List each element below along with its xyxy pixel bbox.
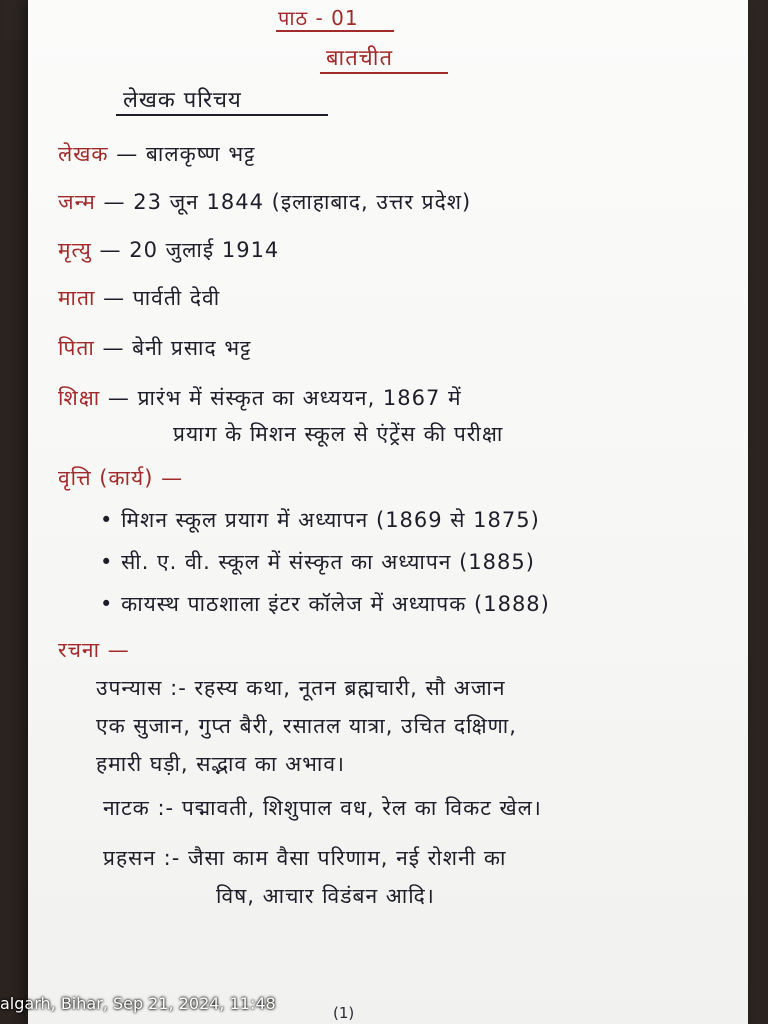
- career-heading-text: वृत्ति (कार्य): [58, 466, 154, 490]
- bio-row-father: पिता — बेनी प्रसाद भट्ट: [58, 336, 252, 360]
- plays-line: नाटक :- पद्मावती, शिशुपाल वध, रेल का विकट खेल।: [103, 796, 542, 820]
- farces-line-1: प्रहसन :- जैसा काम वैसा परिणाम, नई रोशनी का: [103, 846, 507, 870]
- notebook-page: [28, 0, 748, 1024]
- bullet-icon: •: [100, 550, 122, 574]
- education-line-1: प्रारंभ में संस्कृत का अध्ययन, 1867 में: [137, 386, 462, 410]
- birth-value: 23 जून 1844 (इलाहाबाद, उत्तर प्रदेश): [133, 190, 472, 214]
- subheading-underline: [116, 114, 328, 116]
- death-label: मृत्यु: [58, 238, 92, 262]
- bullet-icon: •: [100, 592, 122, 616]
- plays-label: नाटक :-: [103, 796, 175, 820]
- author-value: बालकृष्ण भट्ट: [145, 142, 256, 166]
- mother-value: पार्वती देवी: [132, 286, 221, 310]
- novels-line-2: एक सुजान, गुप्त बैरी, रसातल यात्रा, उचित दक्षिणा,: [96, 714, 517, 738]
- novels-label: उपन्यास :-: [96, 676, 187, 700]
- section-heading-author-intro: लेखक परिचय: [123, 88, 242, 113]
- death-value: 20 जुलाई 1914: [129, 238, 280, 262]
- father-value: बेनी प्रसाद भट्ट: [132, 336, 252, 360]
- bio-row-author: लेखक — बालकृष्ण भट्ट: [58, 142, 256, 166]
- works-heading-text: रचना: [58, 638, 101, 662]
- career-item-3: • कायस्थ पाठशाला इंटर कॉलेज में अध्यापक (1888): [100, 592, 550, 616]
- works-heading: रचना —: [58, 638, 130, 662]
- farces-label: प्रहसन :-: [103, 846, 181, 870]
- mother-label: माता: [58, 286, 96, 310]
- chapter-title: बातचीत: [326, 46, 394, 71]
- father-label: पिता: [58, 336, 95, 360]
- novels-line-3: हमारी घड़ी, सद्भाव का अभाव।: [96, 752, 345, 776]
- education-line-2: प्रयाग के मिशन स्कूल से एंट्रेंस की परीक्षा: [173, 422, 504, 446]
- title-underline: [320, 72, 448, 74]
- career-item-1: • मिशन स्कूल प्रयाग में अध्यापन (1869 से 1875): [100, 508, 540, 532]
- bio-row-education: शिक्षा — प्रारंभ में संस्कृत का अध्ययन, 1867 में: [58, 386, 462, 410]
- chapter-number: पाठ - 01: [278, 6, 359, 30]
- farces-line-2: विष, आचार विडंबन आदि।: [216, 884, 435, 908]
- birth-label: जन्म: [58, 190, 96, 214]
- author-label: लेखक: [58, 142, 109, 166]
- bio-row-mother: माता — पार्वती देवी: [58, 286, 221, 310]
- page-number: (1): [333, 1004, 355, 1022]
- career-item-2: • सी. ए. वी. स्कूल में संस्कृत का अध्यापन (1885): [100, 550, 535, 574]
- bullet-icon: •: [100, 508, 122, 532]
- education-label: शिक्षा: [58, 386, 101, 410]
- photo-timestamp-watermark: algarh, Bihar, Sep 21, 2024, 11:48: [0, 994, 276, 1013]
- novels-line-1: उपन्यास :- रहस्य कथा, नूतन ब्रह्मचारी, सौ अजान: [96, 676, 506, 700]
- bio-row-death: मृत्यु — 20 जुलाई 1914: [58, 238, 280, 262]
- career-heading: वृत्ति (कार्य) —: [58, 466, 184, 490]
- chapter-underline: [276, 30, 394, 32]
- bio-row-birth: जन्म — 23 जून 1844 (इलाहाबाद, उत्तर प्रदेश): [58, 190, 472, 214]
